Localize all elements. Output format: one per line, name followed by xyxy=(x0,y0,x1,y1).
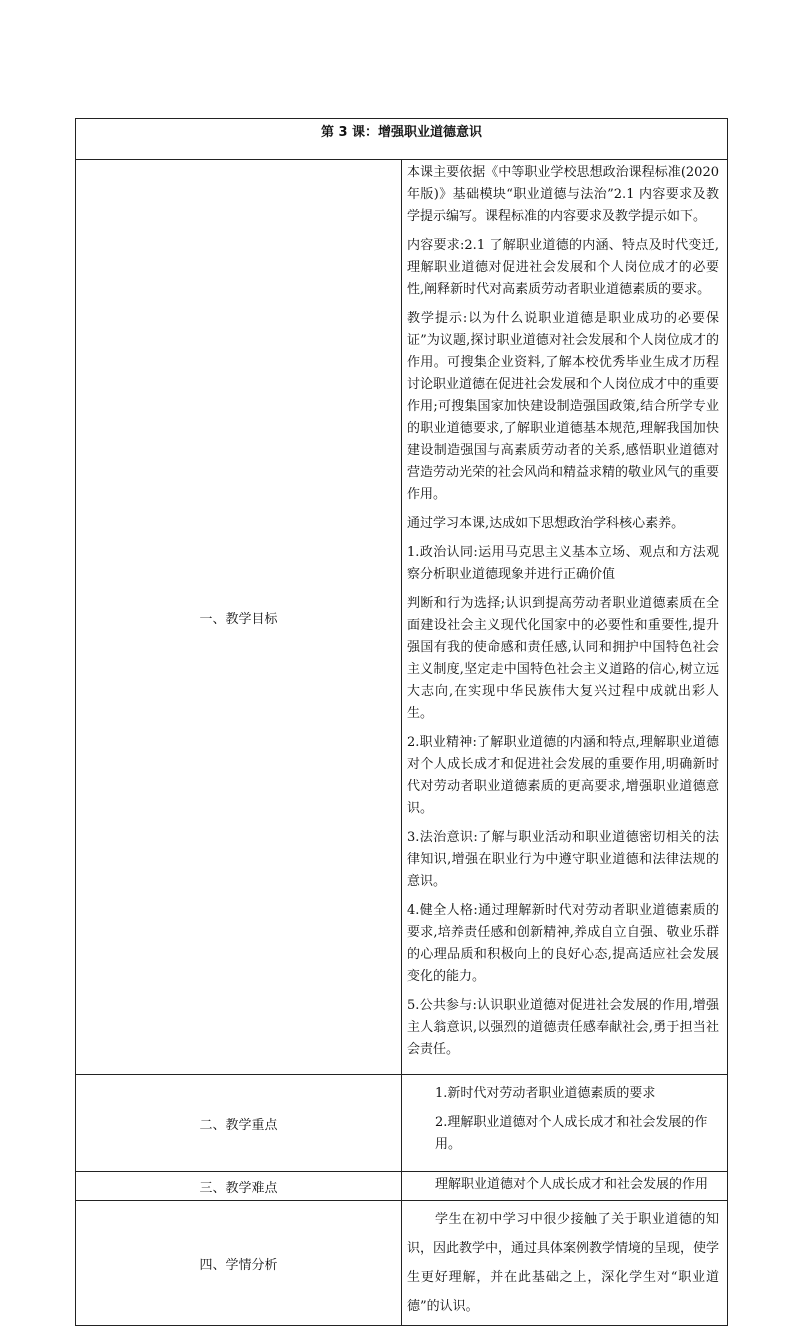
lesson-title: 第 3 课：增强职业道德意识 xyxy=(76,119,728,160)
goals-paragraph: 4.健全人格:通过理解新时代对劳动者职业道德素质的要求,培养责任感和创新精神,养成自立自强、敬业乐群的心理品质和积极向上的良好心态,提高适应社会发展变化的能力。 xyxy=(407,903,719,984)
keypoints-content xyxy=(402,1075,728,1172)
title-row xyxy=(76,119,728,160)
keypoint-item: 1.新时代对劳动者职业道德素质的要求 xyxy=(435,1086,656,1101)
difficulty-label: 三、教学难点 xyxy=(76,1172,402,1201)
goals-paragraph: 判断和行为选择;认识到提高劳动者职业道德素质在全面建设社会主义现代化国家中的必要性和重要性,提升强国有我的使命感和责任感,认同和拥护中国特色社会主义制度,坚定走中国特色社会主义道路的信心,树立远大志向,在实现中华民族伟大复兴过程中成就出彩人生。 xyxy=(407,596,719,721)
goals-row xyxy=(76,160,728,1075)
lesson-plan-table xyxy=(75,118,728,1326)
difficulty-text: 理解职业道德对个人成长成才和社会发展的作用 xyxy=(435,1177,709,1192)
goals-paragraph: 内容要求:2.1 了解职业道德的内涵、特点及时代变迁,理解职业道德对促进社会发展和个人岗位成才的必要性,阐释新时代对高素质劳动者职业道德素质的要求。 xyxy=(407,238,719,297)
goals-paragraph: 5.公共参与:认识职业道德对促进社会发展的作用,增强主人翁意识,以强烈的道德责任感奉献社会,勇于担当社会责任。 xyxy=(407,998,719,1057)
goals-content xyxy=(402,160,728,1075)
goals-paragraph: 本课主要依据《中等职业学校思想政治课程标准(2020 年版)》基础模块“职业道德与法治”2.1 内容要求及教学提示编写。课程标准的内容要求及教学提示如下。 xyxy=(407,165,719,224)
goals-paragraph: 2.职业精神:了解职业道德的内涵和特点,理解职业道德对个人成长成才和促进社会发展的重要作用,明确新时代对劳动者职业道德素质的更高要求,增强职业道德意识。 xyxy=(407,735,719,816)
difficulty-row xyxy=(76,1172,728,1201)
difficulty-content xyxy=(402,1172,728,1201)
keypoint-item: 2.理解职业道德对个人成长成才和社会发展的作用。 xyxy=(435,1115,708,1152)
goals-paragraph: 1.政治认同:运用马克思主义基本立场、观点和方法观察分析职业道德现象并进行正确价值 xyxy=(407,545,719,582)
analysis-label: 四、学情分析 xyxy=(76,1201,402,1326)
analysis-row xyxy=(76,1201,728,1326)
keypoints-label: 二、教学重点 xyxy=(76,1075,402,1172)
keypoints-row xyxy=(76,1075,728,1172)
goals-paragraph: 3.法治意识:了解与职业活动和职业道德密切相关的法律知识,增强在职业行为中遵守职业道德和法律法规的意识。 xyxy=(407,830,719,889)
goals-label: 一、教学目标 xyxy=(76,160,402,1075)
analysis-text: 学生在初中学习中很少接触了关于职业道德的知识，因此教学中，通过具体案例教学情境的呈现，使学生更好理解，并在此基础之上，深化学生对“职业道德”的认识。 xyxy=(407,1212,720,1314)
goals-paragraph: 通过学习本课,达成如下思想政治学科核心素养。 xyxy=(407,516,685,531)
goals-paragraph: 教学提示:以为什么说职业道德是职业成功的必要保证”为议题,探讨职业道德对社会发展和个人岗位成才的作用。可搜集企业资料,了解本校优秀毕业生成才历程讨论职业道德在促进社会发展和个人岗位成才中的重要作用;可搜集国家加快建设制造强国政策,结合所学专业的职业道德要求,了解职业道德基本规范,理解我国加快建设制造强国与高素质劳动者的关系,感悟职业道德对营造劳动光荣的社会风尚和精益求精的敬业风气的重要作用。 xyxy=(407,311,720,502)
analysis-content xyxy=(402,1201,728,1326)
